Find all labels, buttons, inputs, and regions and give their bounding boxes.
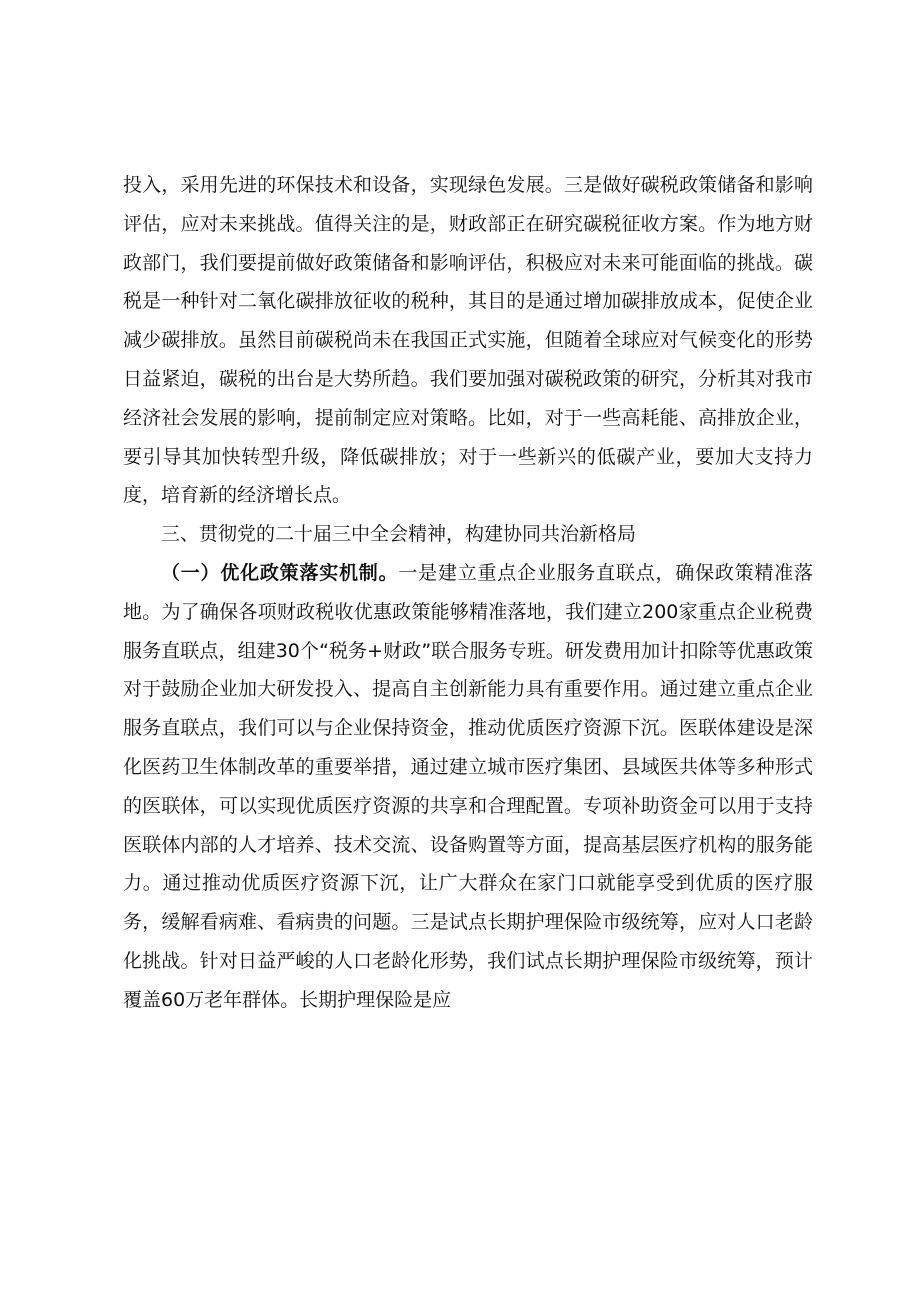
body-paragraph-policy-mechanism <box>123 554 813 1020</box>
subsection-heading: （一）优化政策落实机制。 <box>161 561 399 584</box>
section-heading: 三、贯彻党的二十届三中全会精神，构建协同共治新格局 <box>161 523 637 546</box>
body-paragraph-carbon-tax: 投入，采用先进的环保技术和设备，实现绿色发展。三是做好碳税政策储备和影响评估，应对未来挑战。值得关注的是，财政部正在研究碳税征收方案。作为地方财政部门，我们要提前做好政策储备和影响评估，积极应对未来可能面临的挑战。碳税是一种针对二氧化碳排放征收的税种，其目的是通过增加碳排放成本，促使企业减少碳排放。虽然目前碳税尚未在我国正式实施，但随着全球应对气候变化的形势日益紧迫，碳税的出台是大势所趋。我们要加强对碳税政策的研究，分析其对我市经济社会发展的影响，提前制定应对策略。比如，对于一些高耗能、高排放企业，要引导其加快转型升级，降低碳排放；对于一些新兴的低碳产业，要加大支持力度，培育新的经济增长点。 <box>123 174 813 507</box>
document-body <box>123 166 813 1020</box>
subsection-body-text: 一是建立重点企业服务直联点，确保政策精准落地。为了确保各项财政税收优惠政策能够精准落地，我们建立200家重点企业税费服务直联点，组建30个“税务+财政”联合服务专班。研发费用加计扣除等优惠政策对于鼓励企业加大研发投入、提高自主创新能力具有重要作用。通过建立重点企业服务直联点，我们可以与企业保持资金，推动优质医疗资源下沉。医联体建设是深化医药卫生体制改革的重要举措，通过建立城市医疗集团、县域医共体等多种形式的医联体，可以实现优质医疗资源的共享和合理配置。专项补助资金可以用于支持医联体内部的人才培养、技术交流、设备购置等方面，提高基层医疗机构的服务能力。通过推动优质医疗资源下沉，让广大群众在家门口就能享受到优质的医疗服务，缓解看病难、看病贵的问题。三是试点长期护理保险市级统筹，应对人口老龄化挑战。针对日益严峻的人口老龄化形势，我们试点长期护理保险市级统筹，预计覆盖60万老年群体。长期护理保险是应 <box>123 561 813 1011</box>
